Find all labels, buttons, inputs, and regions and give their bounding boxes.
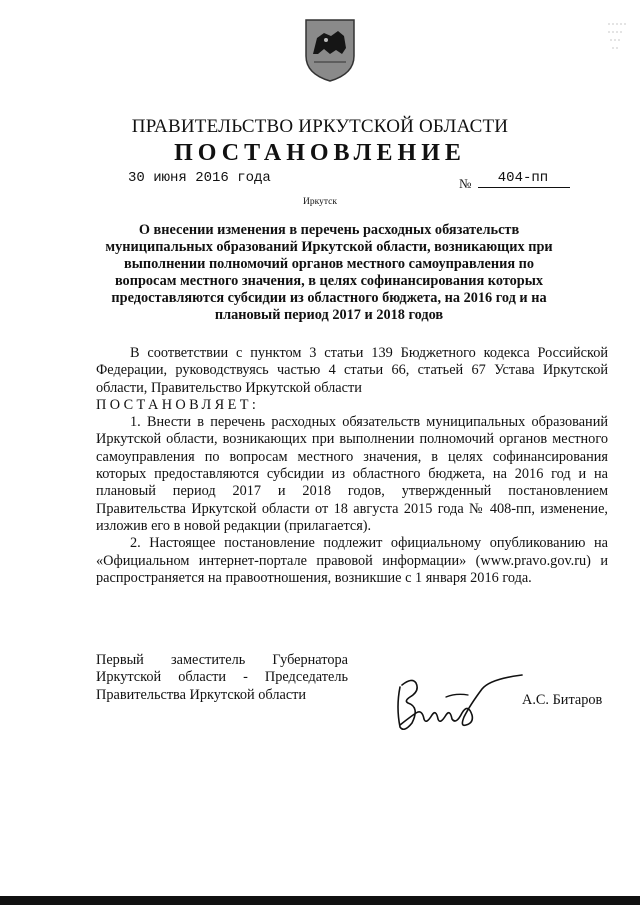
- position-line-2: Иркутской области - Председатель: [96, 669, 348, 686]
- preamble-paragraph: В соответствии с пунктом 3 статьи 139 Бюджетного кодекса Российской Федерации, руководствуясь частью 4 статьи 66, статьей 67 Устава Иркутской области, Правительство Иркутской области: [96, 345, 608, 396]
- city-name: Иркутск: [303, 197, 337, 207]
- document-body: [96, 345, 608, 587]
- document-type-title: ПОСТАНОВЛЕНИЕ: [174, 140, 466, 166]
- scan-bottom-border: [0, 896, 640, 905]
- item-1-paragraph: 1. Внести в перечень расходных обязательств муниципальных образований Иркутской области, возникающих при выполнении полномочий органов местного самоуправления по вопросам местного значения, в целях софинансирования которых предоставляются субсидии из областного бюджета, на 2016 год и на плановый период 2017 и 2018 годов, утвержденный постановлением Правительства Иркутской области от 18 августа 2015 года № 408-пп, изменение, изложив его в новой редакции (прилагается).: [96, 414, 608, 534]
- position-line-1: Первый заместитель Губернатора: [96, 652, 348, 668]
- signatory-position: [96, 652, 348, 704]
- corner-scan-mark: [602, 18, 632, 62]
- position-line-3: Правительства Иркутской области: [96, 686, 307, 703]
- signatory-name: А.С. Битаров: [522, 692, 603, 708]
- item-2-paragraph: 2. Настоящее постановление подлежит официальному опубликованию на «Официальном интернет-портале правовой информации» (www.pravo.gov.ru) и распространяется на правоотношения, возникшие с 1 января 2016 года.: [96, 535, 608, 586]
- resolves-line: ПОСТАНОВЛЯЕТ:: [96, 396, 260, 413]
- document-heading: О внесении изменения в перечень расходных обязательств муниципальных образований Иркутской области, возникающих при выполнении полномочий органов местного самоуправления по вопросам местного значения, в целях софинансирования которых предоставляются субсидии из областного бюджета, на 2016 год и на плановый период 2017 и 2018 годов: [105, 222, 553, 323]
- coat-of-arms-emblem: [300, 14, 360, 84]
- number-underline: [478, 187, 570, 188]
- number-sign: №: [459, 176, 472, 191]
- organization-name: ПРАВИТЕЛЬСТВО ИРКУТСКОЙ ОБЛАСТИ: [131, 116, 509, 137]
- document-number: 404-пп: [497, 170, 549, 186]
- document-date: 30 июня 2016 года: [128, 170, 271, 186]
- handwritten-signature: [386, 667, 526, 737]
